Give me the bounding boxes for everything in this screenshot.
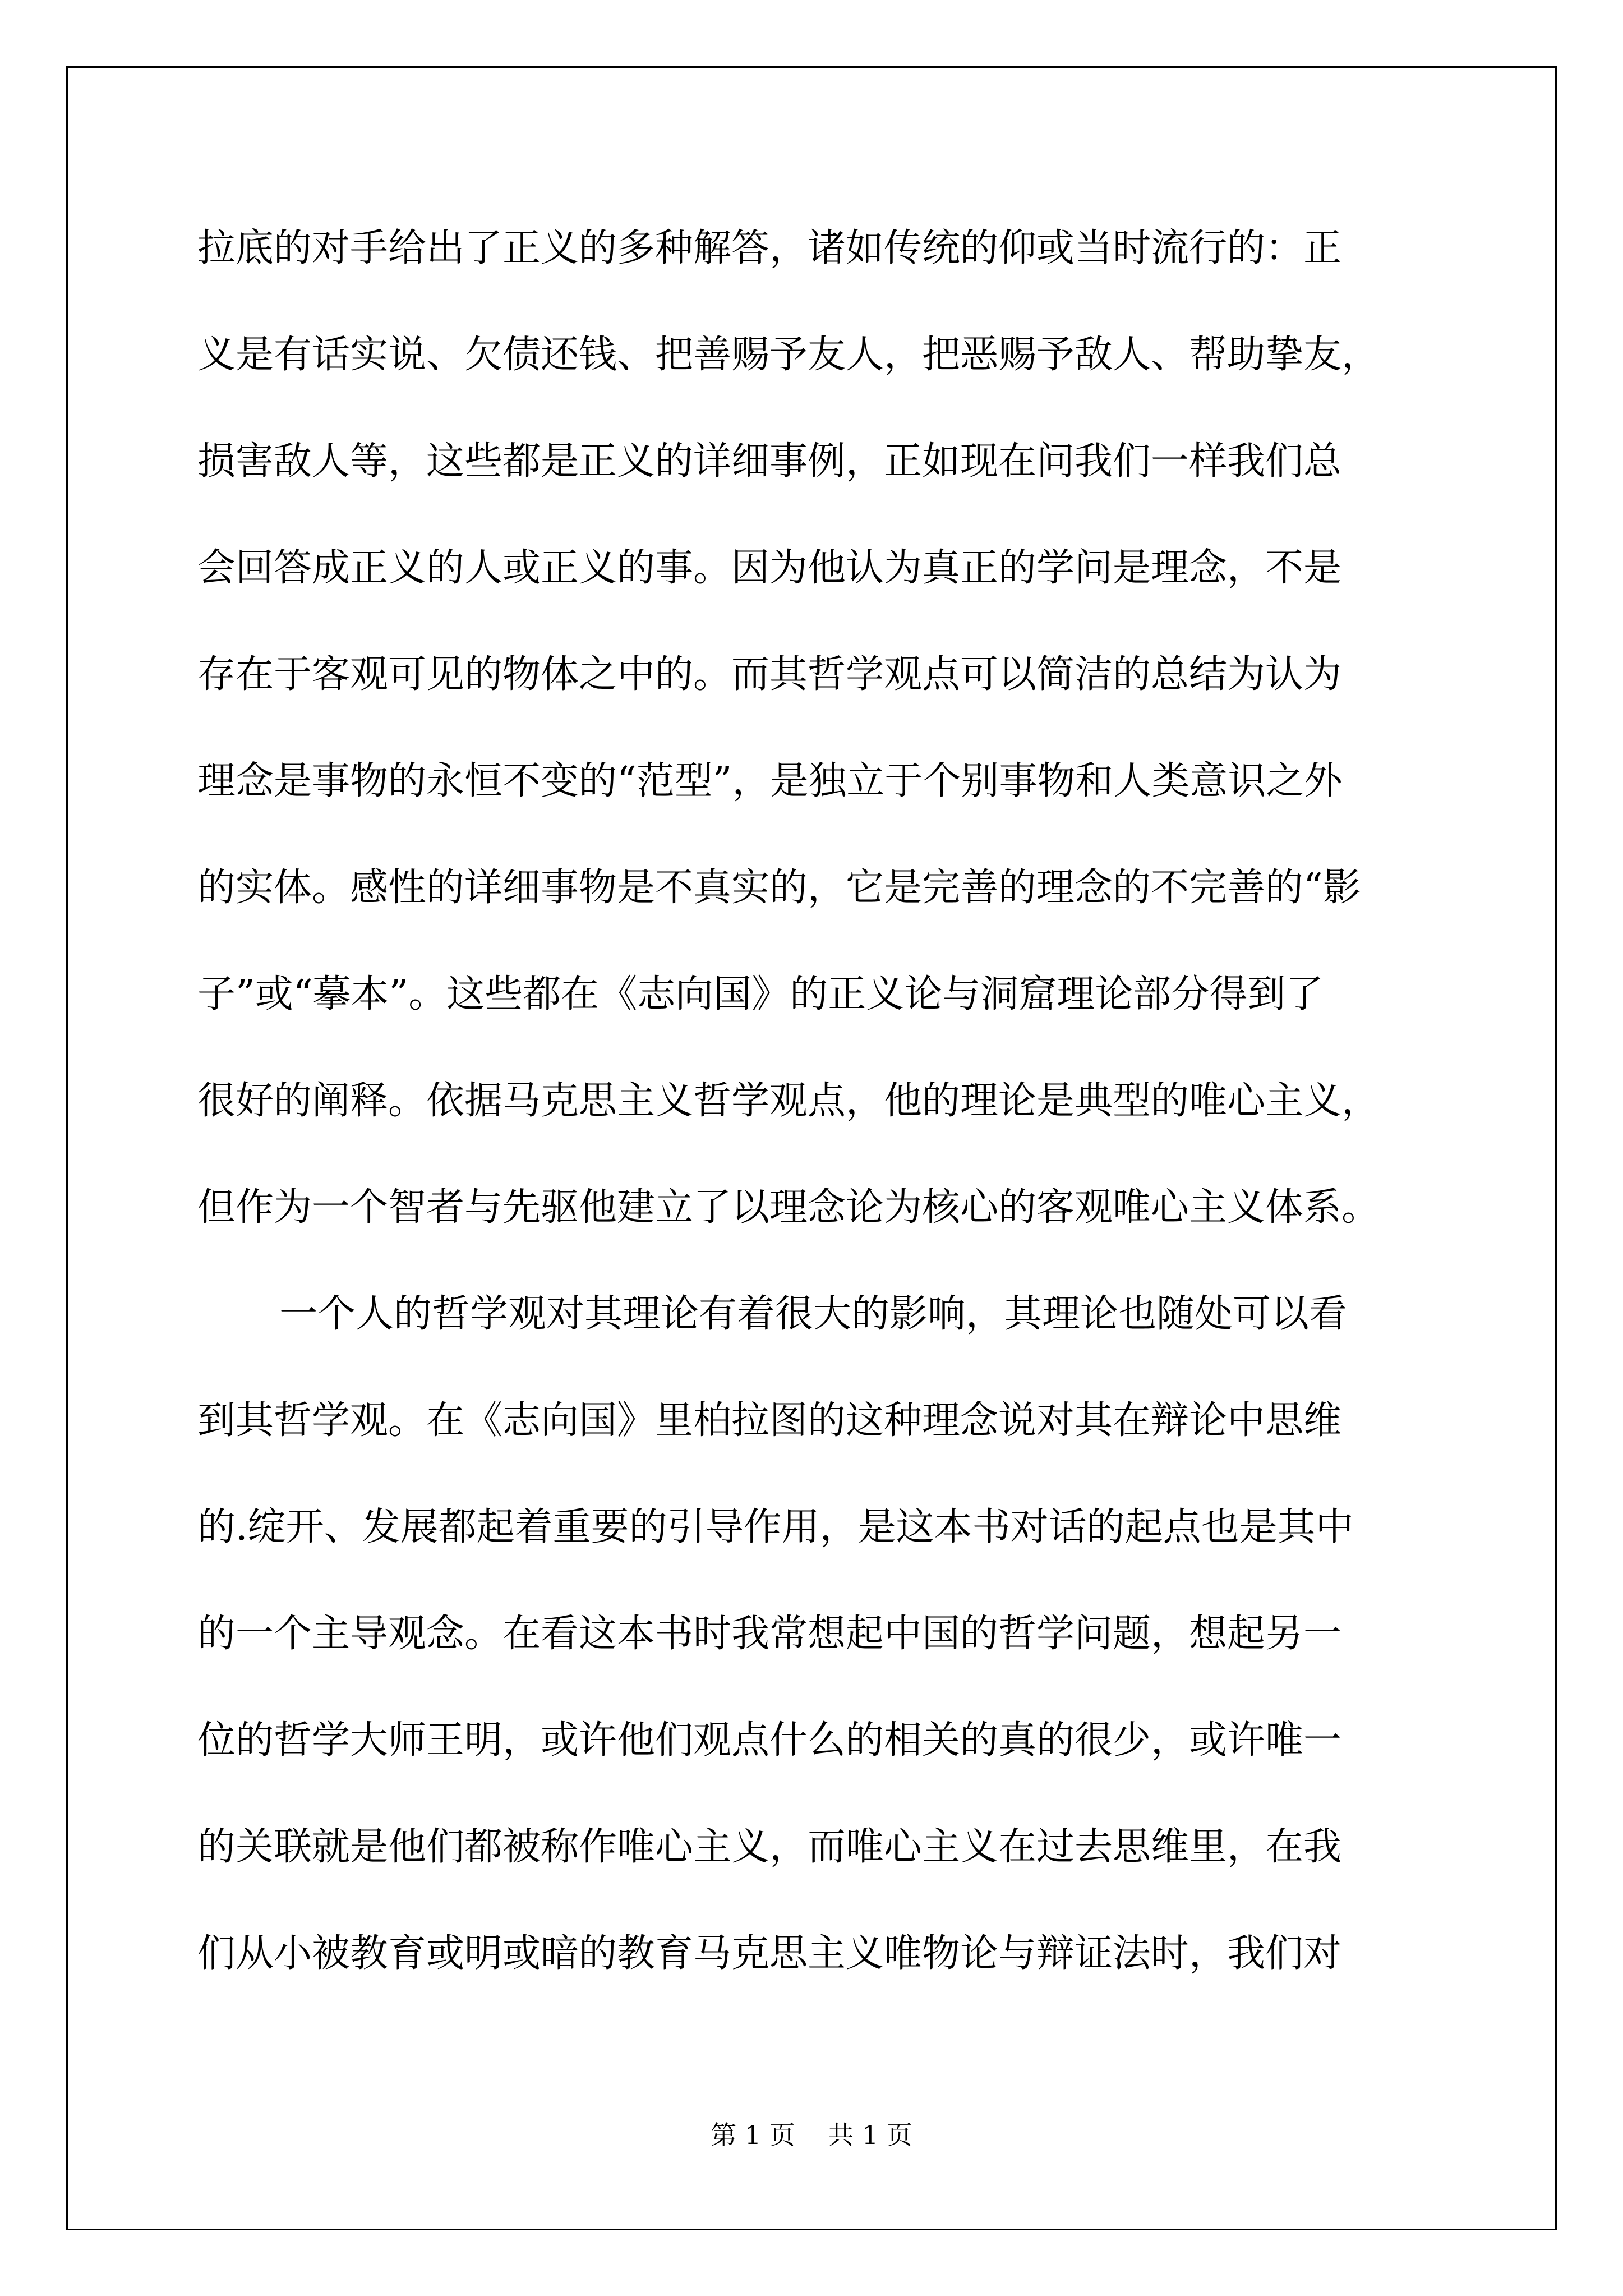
text-line: 但作为一个智者与先驱他建立了以理念论为核心的客观唯心主义体系。 [197,1185,1380,1230]
document-body [197,212,1431,2024]
page-number-footer: 第 1 页 共 1 页 [711,2120,912,2150]
text-line: 义是有话实说、欠债还钱、把善赐予友人，把恶赐予敌人、帮助挚友， [197,333,1380,377]
text-line: 的一个主导观念。在看这本书时我常想起中国的哲学问题，想起另一 [197,1612,1342,1656]
text-line: 存在于客观可见的物体之中的。而其哲学观点可以简洁的总结为认为 [197,652,1342,697]
text-line: 到其哲学观。在《志向国》里柏拉图的这种理念说对其在辩论中思维 [197,1398,1342,1443]
text-line: 会回答成正义的人或正义的事。因为他认为真正的学问是理念，不是 [197,546,1342,590]
text-line: 的实体。感性的详细事物是不真实的，它是完善的理念的不完善的“影 [197,866,1361,910]
text-line: 损害敌人等，这些都是正义的详细事例，正如现在问我们一样我们总 [197,439,1342,484]
text-line: 位的哲学大师王明，或许他们观点什么的相关的真的很少，或许唯一 [197,1718,1342,1763]
text-line: 的.绽开、发展都起着重要的引导作用，是这本书对话的起点也是其中 [197,1505,1354,1549]
text-line: 很好的阐释。依据马克思主义哲学观点，他的理论是典型的唯心主义， [197,1079,1380,1123]
text-line: 理念是事物的永恒不变的“范型”，是独立于个别事物和人类意识之外 [197,759,1343,803]
text-line: 拉底的对手给出了正义的多种解答，诸如传统的仰或当时流行的：正 [197,226,1342,270]
text-line: 子”或“摹本”。这些都在《志向国》的正义论与洞窟理论部分得到了 [197,972,1324,1016]
text-line: 们从小被教育或明或暗的教育马克思主义唯物论与辩证法时，我们对 [197,1931,1342,1976]
text-line: 的关联就是他们都被称作唯心主义，而唯心主义在过去思维里，在我 [197,1825,1342,1869]
paragraph-start-line: 一个人的哲学观对其理论有着很大的影响，其理论也随处可以看 [279,1292,1348,1336]
